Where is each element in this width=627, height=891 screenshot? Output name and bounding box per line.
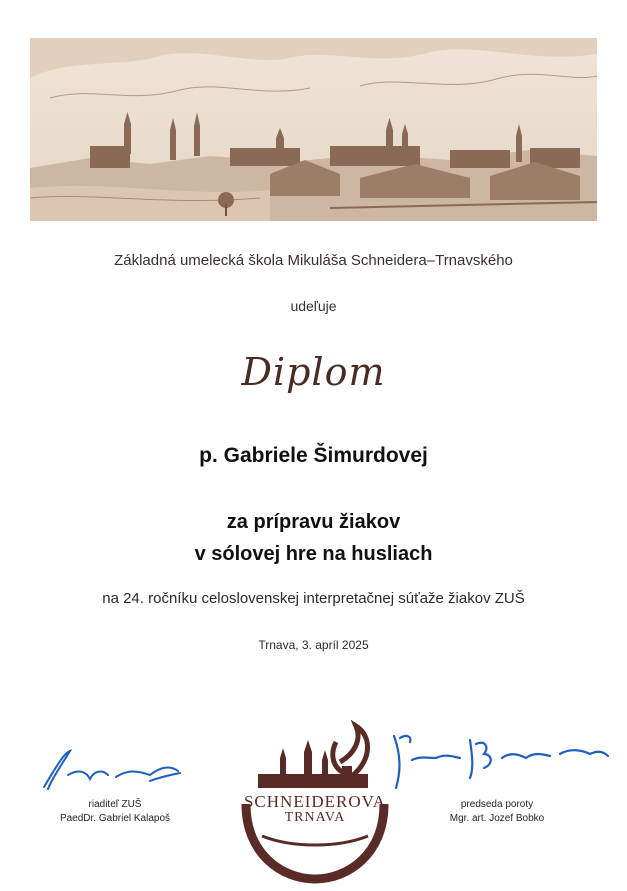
logo-text-trnava: TRNAVA — [284, 810, 346, 825]
left-signatory-role: riaditeľ ZUŠ — [88, 799, 142, 810]
right-signatory-name: Mgr. art. Jozef Bobko — [449, 813, 545, 824]
town-engraving — [30, 38, 597, 221]
school-name: Základná umelecká škola Mikuláša Schneidera–Trnavského — [114, 252, 513, 269]
left-signatory — [40, 798, 190, 826]
reason-line-2: v sólovej hre na husliach — [194, 543, 433, 565]
awards-verb: udeľuje — [290, 298, 337, 314]
logo-text-schneiderova: SCHNEIDEROVA — [243, 792, 387, 811]
reason-line-1: za prípravu žiakov — [226, 511, 401, 533]
right-signature — [390, 728, 610, 798]
place-date: Trnava, 3. apríl 2025 — [258, 638, 369, 652]
left-signatory-name: PaedDr. Gabriel Kalapoš — [59, 813, 171, 824]
left-signature — [38, 745, 188, 795]
award-reason — [0, 506, 627, 570]
recipient-name: p. Gabriele Šimurdovej — [199, 444, 428, 467]
right-signatory — [412, 798, 582, 826]
diploma-title: Diplom — [241, 350, 386, 394]
competition-line: na 24. ročníku celoslovenskej interpretačnej súťaže žiakov ZUŠ — [102, 590, 525, 607]
right-signatory-role: predseda poroty — [460, 799, 534, 810]
school-logo — [222, 714, 408, 884]
